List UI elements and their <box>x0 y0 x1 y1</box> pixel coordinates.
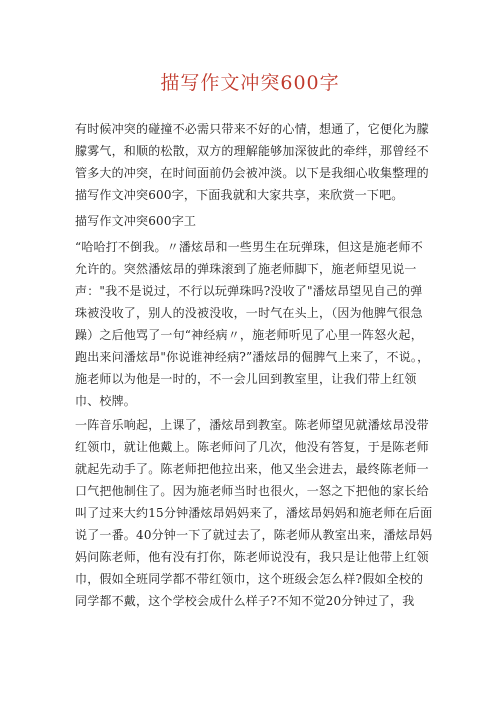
intro-paragraph: 有时候冲突的碰撞不必需只带来不好的心情，想通了，它便化为朦朦雾气，和顺的松散，双方的理解能够加深彼此的牵绊，那曾经不管多大的冲突，在时间面前仍会被冲淡。以下是我细心收集整理的描写作文冲突600字，下面我就和大家共享，来欣赏一下吧。 <box>75 122 429 202</box>
document-body <box>75 118 433 612</box>
document-title: 描写作文冲突600字 <box>160 72 340 94</box>
section-heading: 描写作文冲突600字工 <box>75 214 197 228</box>
story-paragraph-2: 一阵音乐响起，上课了，潘炫昂到教室。陈老师望见就潘炫昂没带红领巾，就让他戴上。陈老师问了几次，他没有答复，于是陈老师就起先动手了。陈老师把他拉出来，他又坐会进去，最终陈老师一口气把他制住了。因为施老师当时也很火，一怒之下把他的家长给叫了过来大约15分钟潘炫昂妈妈来了，潘炫昂妈妈和施老师在后面说了一番。40分钟一下了就过去了，陈老师从教室出来，潘炫昂妈妈问陈老师，他有没有打你，陈老师说没有，我只是让他带上红领巾，假如全班同学都不带红领巾，这个班级会怎么样?假如全校的同学都不戴，这个学校会成什么样子?不知不觉20分钟过了，我 <box>75 418 433 608</box>
story-paragraph-1: “哈哈打不倒我。〃潘炫昂和一些男生在玩弹珠，但这是施老师不允许的。突然潘炫昂的弹珠滚到了施老师脚下，施老师望见说一声："我不是说过，不行以玩弹珠吗?没收了"潘炫昂望见自己的弹珠被没收了，别人的没被没收，一时气在头上，（因为他脾气很急躁）之后他骂了一句“神经病〃，施老师听见了心里一阵怒火起，跑出来问潘炫昂"你说谁神经病?”潘炫昂的倔脾气上来了，不说。，施老师以为他是一时的，不一会儿回到教室里，让我们带上红领巾、校牌。 <box>75 240 430 408</box>
